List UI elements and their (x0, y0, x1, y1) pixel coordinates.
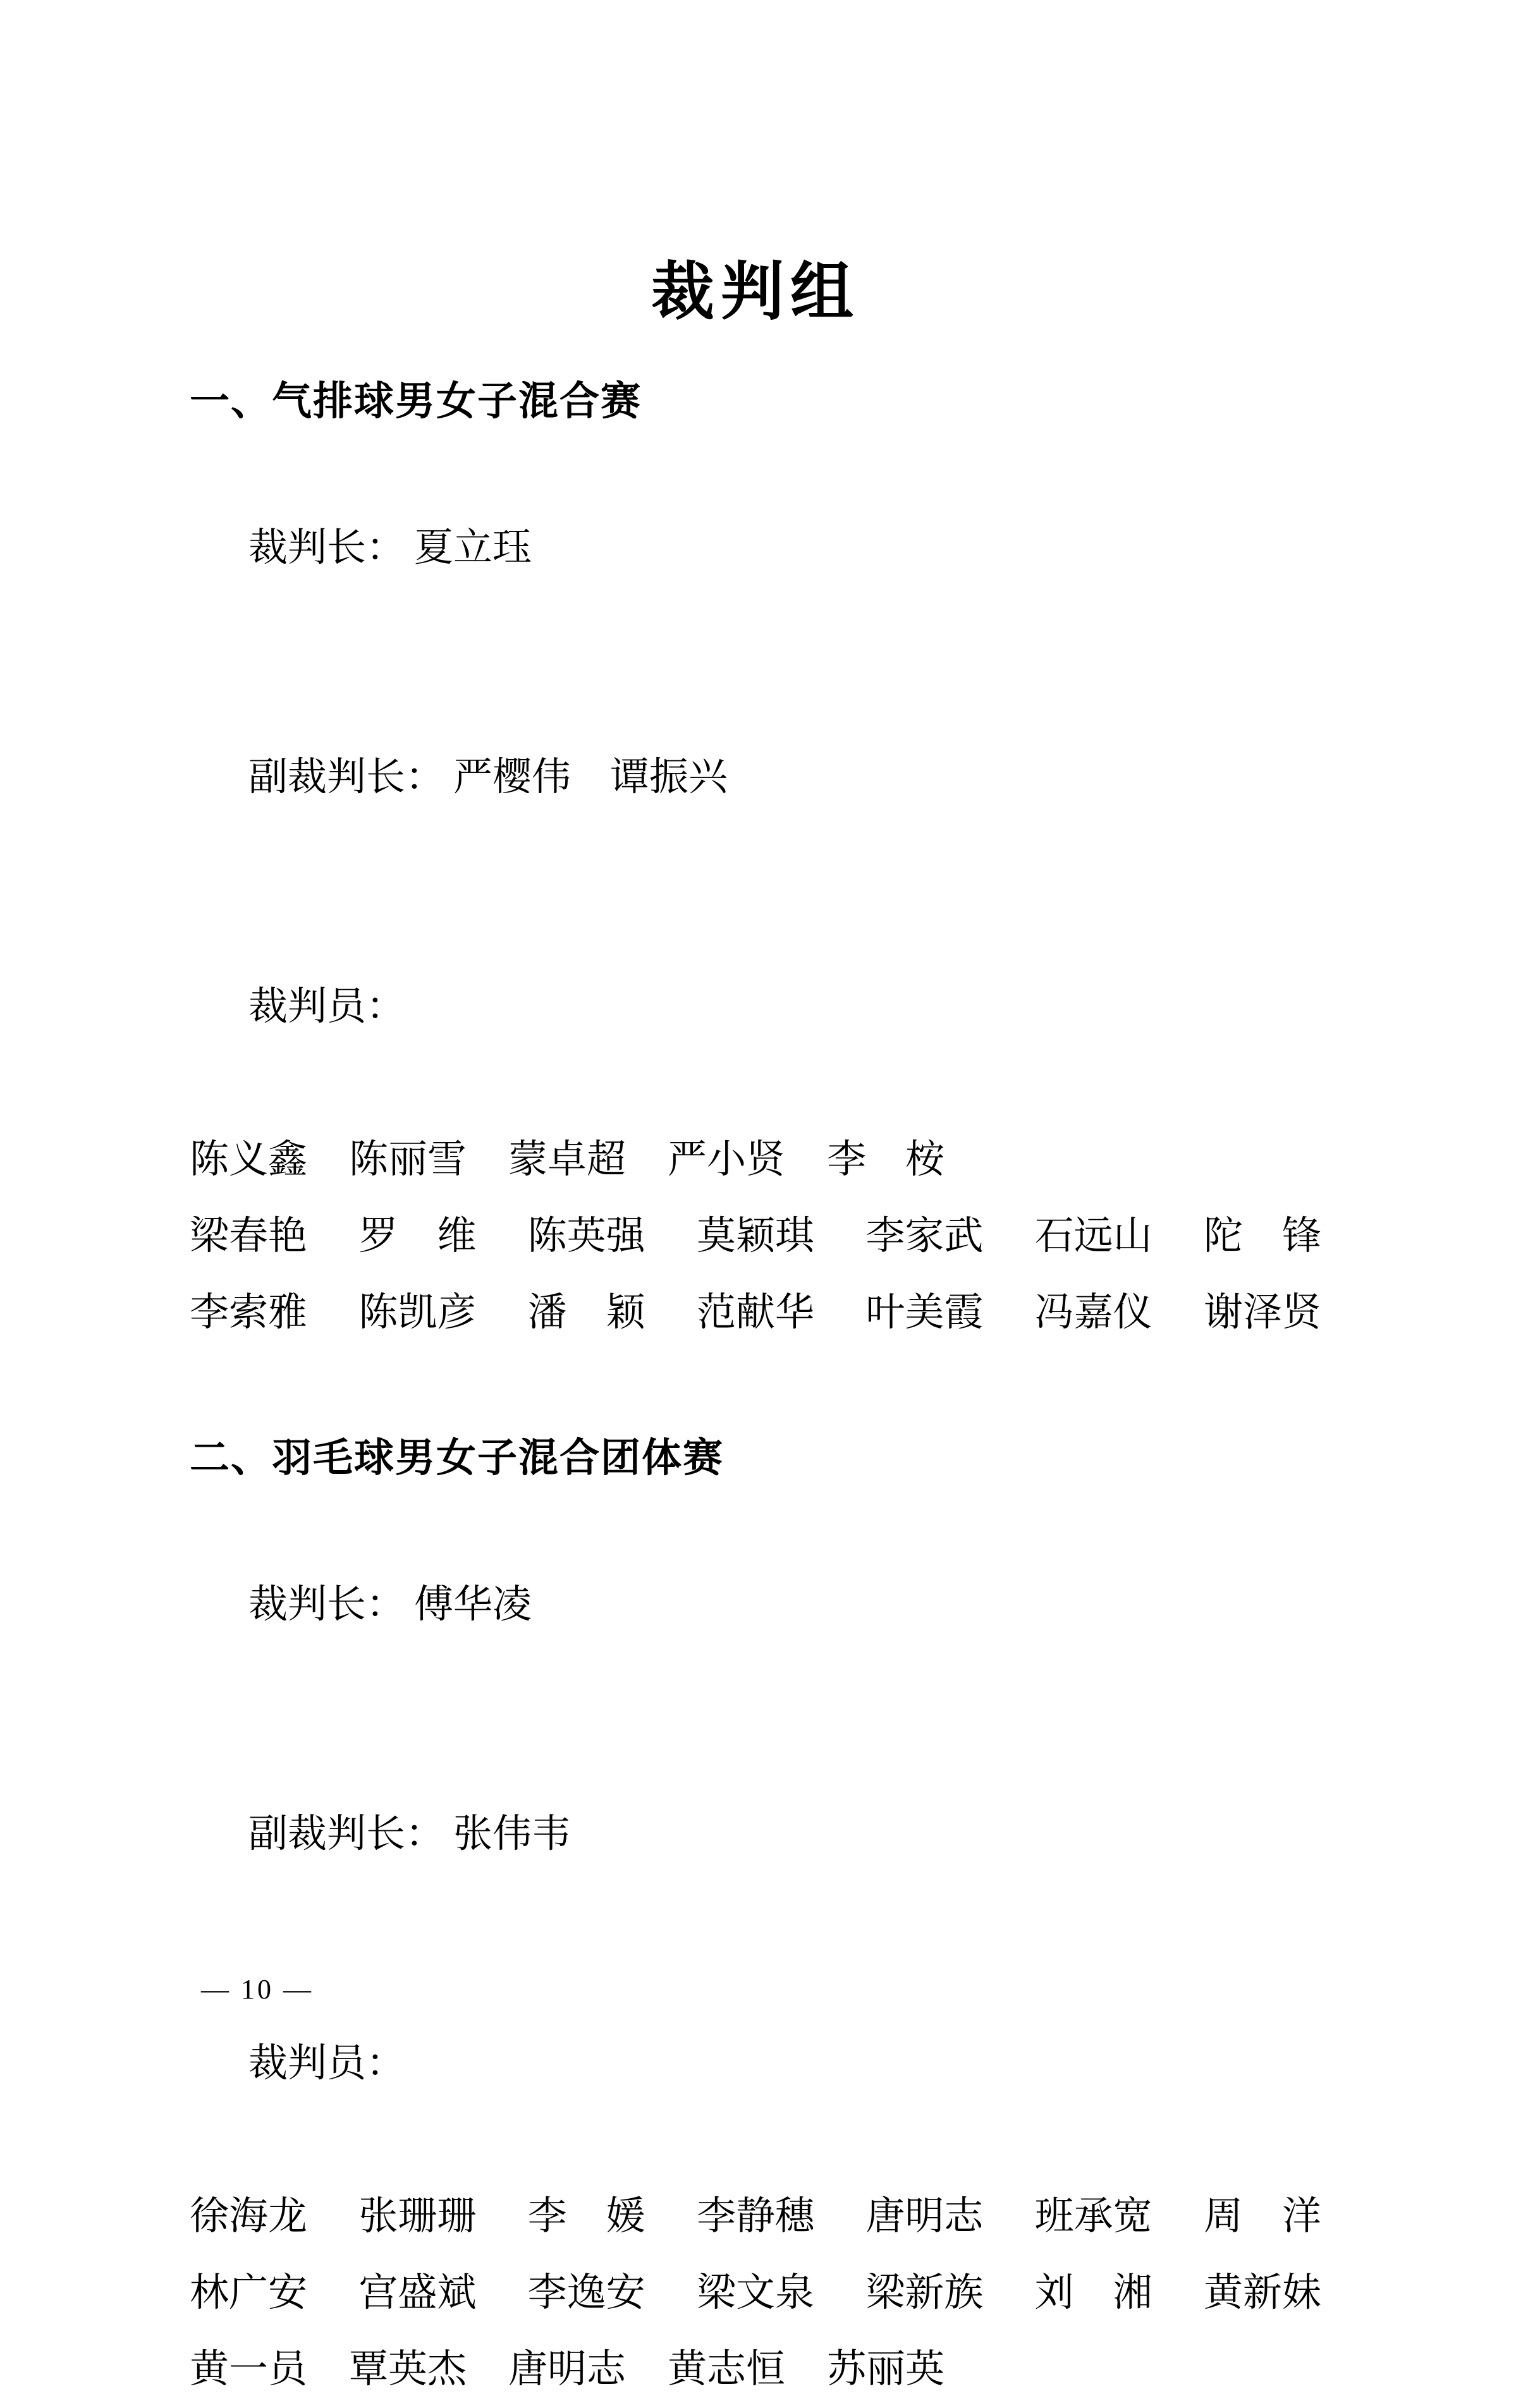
referees-label-line (190, 1949, 1321, 2179)
referee-name: 李家武 (865, 1215, 984, 1258)
chief-referee-name: 傅华凌 (414, 1583, 532, 1626)
referee-name: 陈凯彦 (358, 1291, 477, 1334)
referee-row (190, 1198, 1321, 1275)
referee-name: 陀 锋 (1203, 1215, 1321, 1258)
referee-name: 范献华 (696, 1291, 814, 1334)
referee-name: 覃英杰 (349, 2348, 467, 2391)
referee-name: 蒙卓超 (508, 1138, 627, 1181)
referee-name: 莫颖琪 (696, 1215, 814, 1258)
deputy-referee-label: 副裁判长： (248, 756, 445, 799)
referee-name: 梁文泉 (696, 2271, 814, 2314)
page-number: — 10 — (201, 1974, 314, 2005)
referee-name: 李逸安 (527, 2271, 645, 2314)
referee-name: 李 桉 (827, 1138, 945, 1181)
referee-row (190, 1122, 1321, 1198)
deputy-referee-names: 严樱伟 谭振兴 (453, 756, 728, 799)
referee-name: 李索雅 (190, 1291, 308, 1334)
page-title: 裁判组 (651, 257, 860, 327)
referee-name: 刘 湘 (1034, 2271, 1152, 2314)
referee-name: 黄一员 (190, 2348, 308, 2391)
referee-name: 李 媛 (527, 2195, 645, 2238)
referee-name: 黄新妹 (1203, 2271, 1321, 2314)
deputy-referee-label: 副裁判长： (248, 1813, 445, 1856)
chief-referee-line (190, 434, 1321, 663)
chief-referee-name: 夏立珏 (414, 526, 532, 569)
referee-name: 潘 颖 (527, 1291, 645, 1334)
section-1-heading: 一、气排球男女子混合赛 (190, 379, 642, 423)
deputy-referee-line (190, 663, 1321, 892)
referee-row (190, 2179, 1321, 2255)
referee-name: 黄志恒 (668, 2348, 786, 2391)
referee-name: 谢泽贤 (1203, 1291, 1321, 1334)
section-2-heading: 二、羽毛球男女子混合团体赛 (190, 1436, 724, 1480)
referee-name: 石远山 (1034, 1215, 1152, 1258)
referee-name: 陈义鑫 (190, 1138, 308, 1181)
deputy-referee-line (190, 1720, 1321, 1949)
chief-referee-line (190, 1490, 1321, 1720)
referee-row (190, 2255, 1321, 2332)
referee-name: 罗 维 (358, 1215, 477, 1258)
chief-referee-label: 裁判长： (248, 1583, 406, 1626)
referee-name: 徐海龙 (190, 2195, 308, 2238)
referee-name: 冯嘉仪 (1034, 1291, 1152, 1334)
referee-row (190, 2332, 1321, 2408)
referees-label: 裁判员： (248, 985, 406, 1028)
referee-name: 周 洋 (1203, 2195, 1321, 2238)
deputy-referee-names: 张伟韦 (453, 1813, 572, 1856)
referee-name: 班承宽 (1034, 2195, 1152, 2238)
section-volleyball (190, 369, 1321, 1351)
section-badminton (190, 1426, 1321, 2408)
referee-row (190, 1275, 1321, 1351)
referees-label-line (190, 892, 1321, 1122)
referee-name: 苏丽英 (827, 2348, 945, 2391)
referee-name: 宫盛斌 (358, 2271, 477, 2314)
referee-name: 张珊珊 (358, 2195, 477, 2238)
referee-name: 唐明志 (508, 2348, 627, 2391)
referee-name: 叶美霞 (865, 1291, 984, 1334)
referee-name: 严小贤 (668, 1138, 786, 1181)
referee-name: 林广安 (190, 2271, 308, 2314)
referees-label: 裁判员： (248, 2042, 406, 2085)
referee-name: 梁春艳 (190, 1215, 308, 1258)
chief-referee-label: 裁判长： (248, 526, 406, 569)
referee-name: 陈丽雪 (349, 1138, 467, 1181)
referee-name: 陈英强 (527, 1215, 645, 1258)
referee-name: 李静穗 (696, 2195, 814, 2238)
referee-name: 梁新族 (865, 2271, 984, 2314)
referee-name: 唐明志 (865, 2195, 984, 2238)
